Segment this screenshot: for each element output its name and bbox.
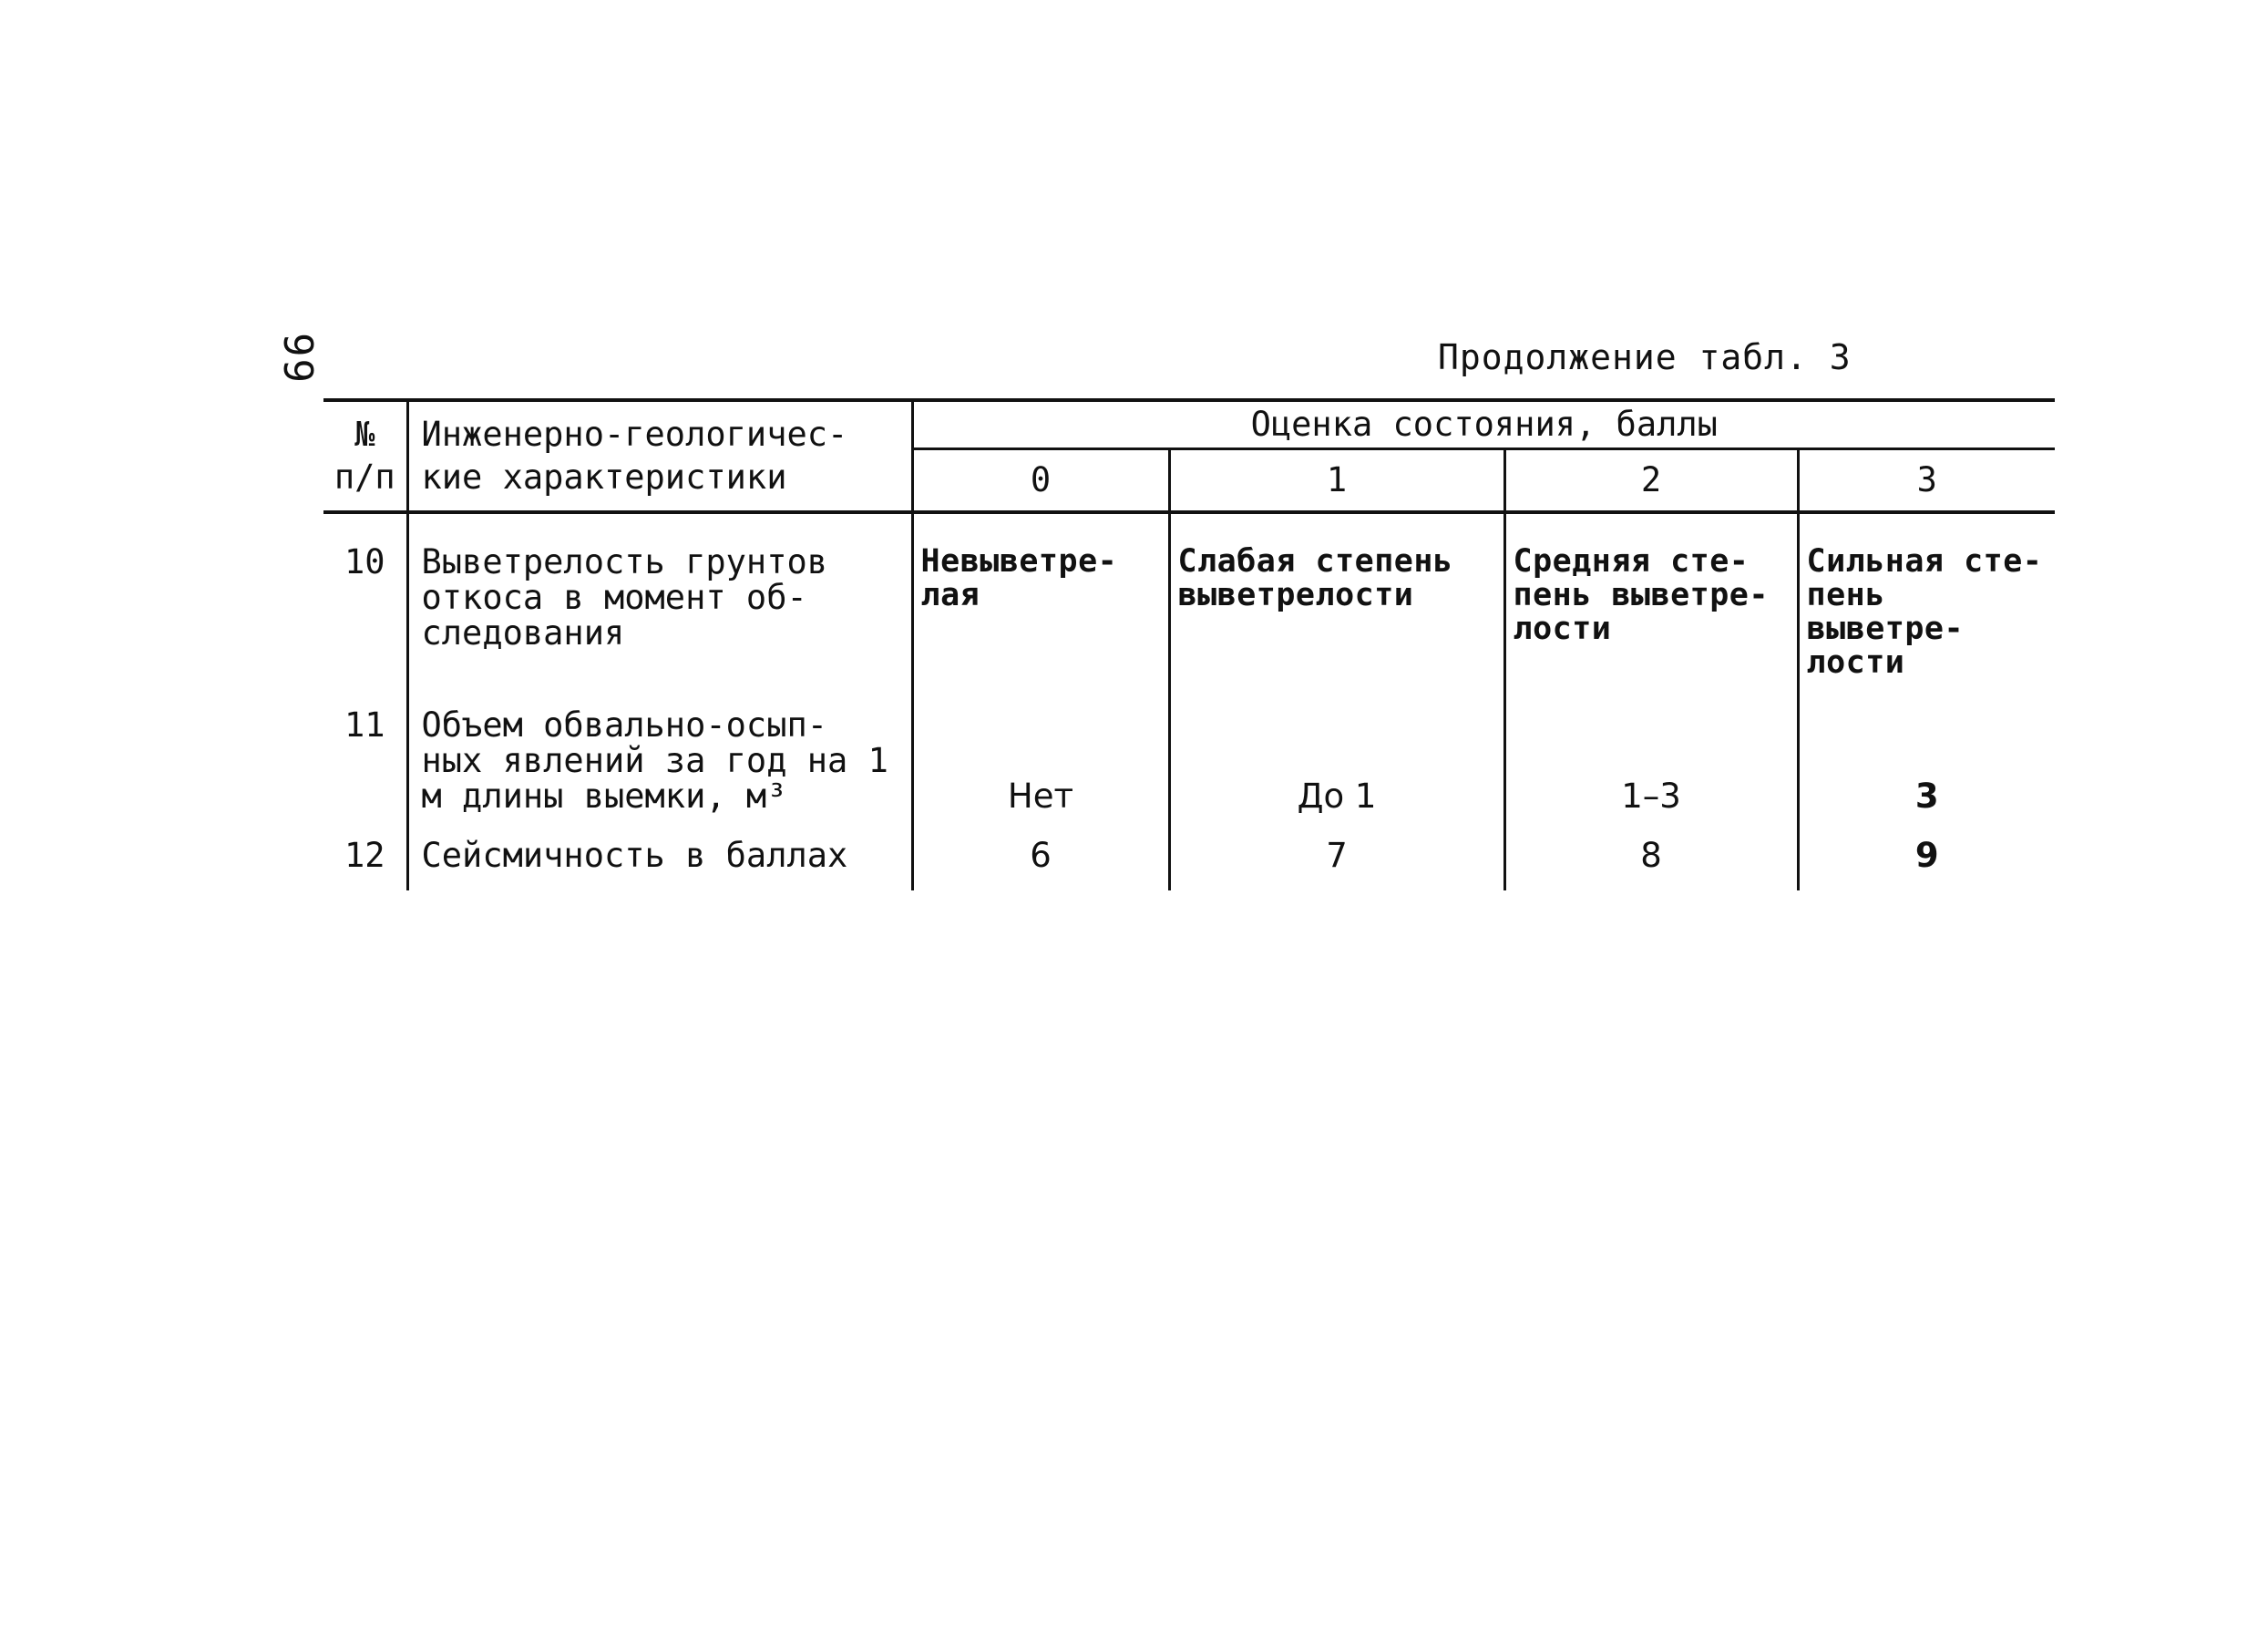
table-row [323,703,2055,835]
header-row-group [323,400,2055,449]
header-num [323,400,407,512]
row-characteristic: Объем обвально-осып- ных явлений за год на 1 м длины выемки, м³ [407,703,912,835]
row-value-score-2: Средняя сте- пень выветре- лости [1504,512,1798,703]
row-value-score-3: 3 [1798,703,2055,835]
row-value-score-1: 7 [1169,835,1504,890]
table-row [323,512,2055,703]
row-value-score-3: Сильная сте- пень выветре- лости [1798,512,2055,703]
row-characteristic: Выветрелость грунтов откоса в момент об- следования [407,512,912,703]
table-caption: Продолжение табл. 3 [1438,337,1852,377]
row-value-score-1: До 1 [1169,703,1504,835]
row-characteristic: Сейсмичность в баллах [407,835,912,890]
row-number: 10 [344,542,385,582]
row-value-score-0: 6 [912,835,1169,890]
table-row [323,835,2055,890]
row-value-score-2: 1–3 [1504,703,1798,835]
header-score-0: 0 [912,449,1169,513]
row-number: 11 [344,705,385,746]
header-characteristic: Инженерно-геологичес- кие характеристики [407,400,912,512]
row-value-score-0: Нет [912,703,1169,835]
header-score-1: 1 [1169,449,1504,513]
header-score-group: Оценка состояния, баллы [912,400,2055,449]
row-number: 12 [344,835,385,875]
row-value-score-1: Слабая степень выветрелости [1169,512,1504,703]
header-score-2: 2 [1504,449,1798,513]
header-num-line2: п/п [334,457,395,497]
page-number: 99 [273,333,321,385]
assessment-table [323,398,2055,890]
row-value-score-3: 9 [1798,835,2055,890]
row-value-score-2: 8 [1504,835,1798,890]
header-score-3: 3 [1798,449,2055,513]
row-value-score-0: Невыветре- лая [912,512,1169,703]
header-num-line1: № [354,415,375,455]
